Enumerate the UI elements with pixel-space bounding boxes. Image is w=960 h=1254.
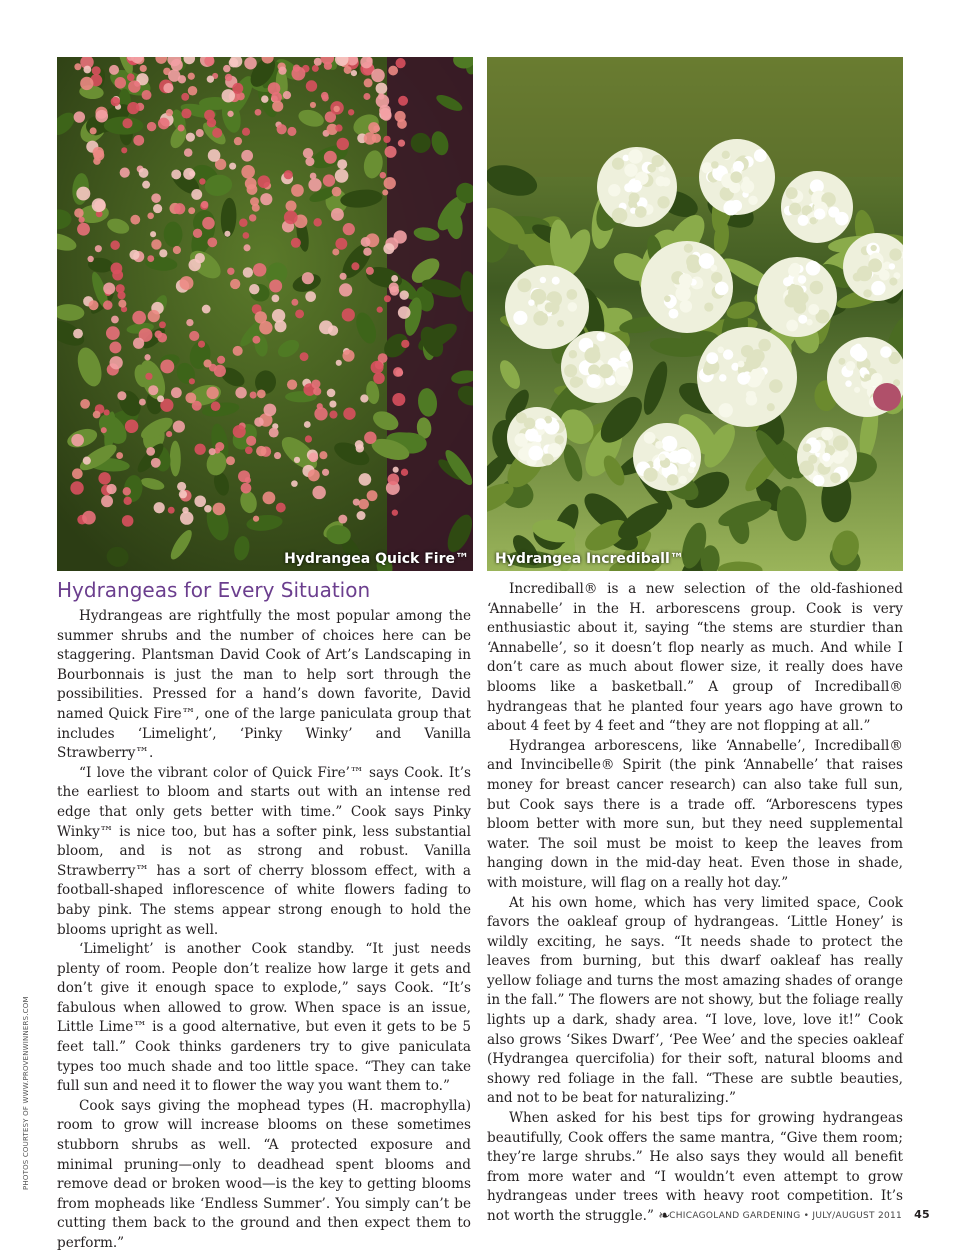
paragraph: Hydrangea arborescens, like ‘Annabelle’, Incrediball® and Invincibelle® Spirit (the pink ‘Annabelle’ that raises money for breast cancer research) can also take full sun, but Cook says there is a trade off. “Arborescens types bloom better with more sun, but they need supplemental water. The soil must be moist to keep the leaves from hanging down in the mid-day heat. Even those in shade, with moisture, will flag on a really hot day.” <box>487 737 903 891</box>
quick-fire-illustration <box>57 57 473 571</box>
incrediball-caption: Hydrangea Incrediball™ <box>495 551 684 567</box>
quick-fire-photo <box>57 57 473 571</box>
paragraph: ‘Limelight’ is another Cook standby. “It just needs plenty of room. People don’t realize how large it gets and don’t give it enough space to explode,” says Cook. “It’s fabulous when allowed to grow. When space is an issue, Little Lime™ is a good alternative, but even it gets to be 5 feet tall.” Cook thinks gardeners try to give paniculata types too much shade and too little space. “They can take full sun and need it to flower the way you want them to.” <box>57 941 471 1095</box>
paragraph: Hydrangeas are rightfully the most popular among the summer shrubs and the number of choices here can be staggering. Plantsman David Cook of Art’s Landscaping in Bourbonnais is just the man to help sort through the possibilities. Pressed for a hand’s down favorite, David named Quick Fire™, one of the large paniculata group that includes ‘Limelight’, ‘Pinky Winky’ and Vanilla Strawberry™. <box>57 608 471 762</box>
photo-credit: PHOTOS COURTESY OF WWW.PROVENWINNERS.COM <box>22 996 30 1190</box>
incrediball-photo <box>487 57 903 571</box>
quick-fire-caption: Hydrangea Quick Fire™ <box>284 551 469 567</box>
paragraph: “I love the vibrant color of Quick Fire’™ says Cook. It’s the earliest to bloom and starts out with an intense red edge that only gets better with time.” Cook says Pinky Winky™ is nice too, but has a softer pink, less substantial bloom, and is not as strong and robust. Vanilla Strawberry™ has a sort of cherry blossom effect, with a football-shaped inflorescence of white flowers fading to baby pink. The stems appear strong enough to hold the blooms upright as well. <box>57 764 471 938</box>
paragraph-text: When asked for his best tips for growing hydrangeas beautifully, Cook offers the same mantra, “Give them room; they’re large shrubs.” He also says they would all benefit from more water and “I wouldn’t even attempt to grow hydrangeas under trees with heavy root competition. It’s not worth the struggle.” <box>487 1110 903 1224</box>
page-footer <box>600 1208 930 1221</box>
paragraph: Cook says giving the mophead types (H. macrophylla) room to grow will increase blooms on these sometimes stubborn shrubs as well. “A protected exposure and minimal pruning—only to deadhead spent blooms and remove dead or broken wood—is the key to getting blooms from mopheads like ‘Endless Summer’. You simply can’t be cutting them back to the ground and then expect them to perform.” <box>57 1097 471 1251</box>
end-mark-icon: ❧ <box>658 1208 670 1224</box>
incrediball-illustration <box>487 57 903 571</box>
right-column <box>487 580 903 1227</box>
page-number: 45 <box>914 1208 930 1221</box>
paragraph: At his own home, which has very limited space, Cook favors the oakleaf group of hydrangeas. ‘Little Honey’ is wildly exciting, he says. “It needs shade to protect the leaves from burning, but this dwarf oakleaf has really yellow foliage and turns the most amazing shades of orange in the fall.” The flowers are not showy, but the foliage really lights up a dark, shady area. “I love, love, love it!” Cook also grows ‘Sikes Dwarf’, ‘Pee Wee’ and the species oakleaf (Hydrangea quercifolia) for their soft, natural blooms and showy red foliage in the fall. “These are subtle beauties, and not to be beat for naturalizing.” <box>487 894 903 1107</box>
publication-line: CHICAGOLAND GARDENING • JULY/AUGUST 2011 <box>669 1211 903 1221</box>
paragraph: Incrediball® is a new selection of the old-fashioned ‘Annabelle’ in the H. arborescens group. Cook is very enthusiastic about it, saying “the stems are sturdier than ‘Annabelle’, so it doesn’t flop nearly as much. And while I don’t care as much about flower size, it really does have blooms like a basketball.” A group of Incrediball® hydrangeas that he planted four years ago have grown to about 4 feet by 4 feet and “they are not flopping at all.” <box>487 581 903 735</box>
article-headline: Hydrangeas for Every Situation <box>57 578 371 602</box>
left-column <box>57 607 471 1254</box>
